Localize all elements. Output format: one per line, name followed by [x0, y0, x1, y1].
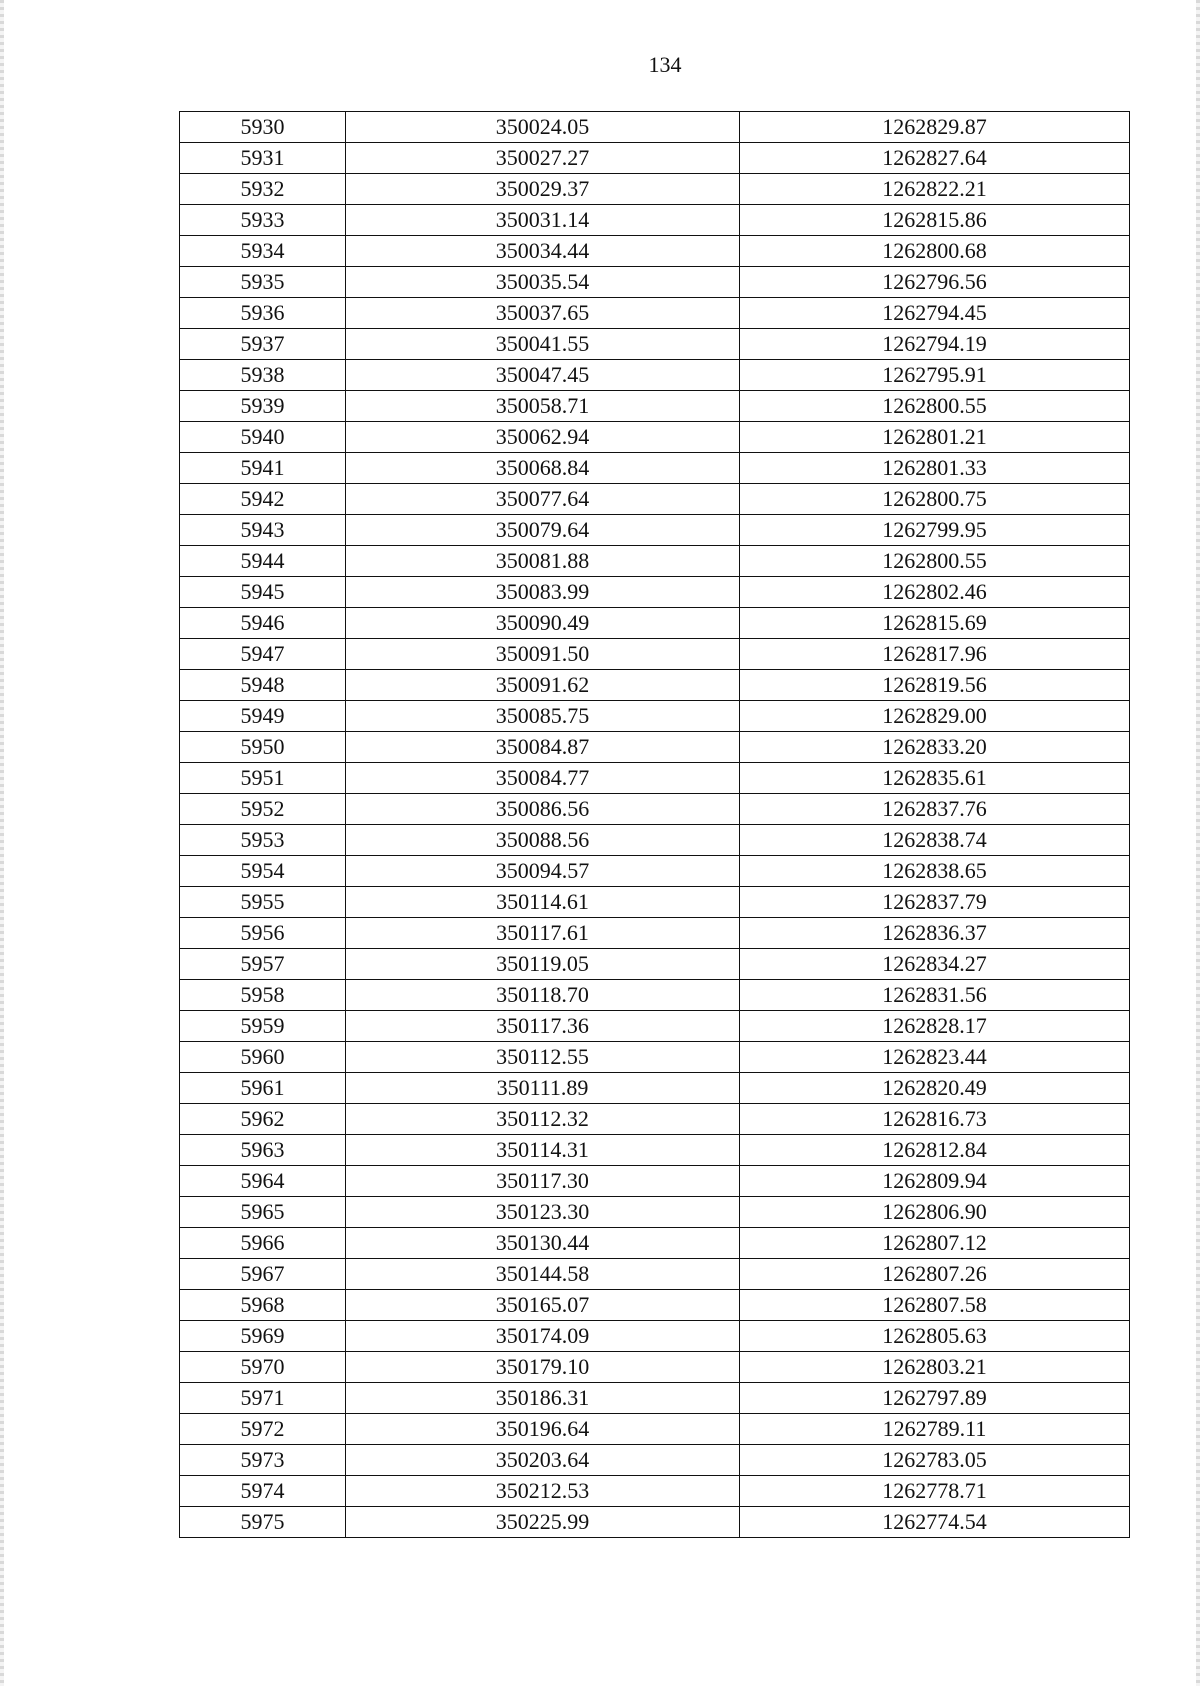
x-coordinate-cell: 350024.05: [346, 112, 740, 143]
table-row: [180, 1259, 1130, 1290]
x-coordinate-cell: 350031.14: [346, 205, 740, 236]
y-coordinate-cell: 1262817.96: [740, 639, 1130, 670]
point-number-cell: 5939: [180, 391, 346, 422]
y-coordinate-cell: 1262789.11: [740, 1414, 1130, 1445]
table-row: [180, 236, 1130, 267]
point-number-cell: 5934: [180, 236, 346, 267]
x-coordinate-cell: 350029.37: [346, 174, 740, 205]
y-coordinate-cell: 1262794.19: [740, 329, 1130, 360]
x-coordinate-cell: 350117.36: [346, 1011, 740, 1042]
table-row: [180, 329, 1130, 360]
point-number-cell: 5963: [180, 1135, 346, 1166]
x-coordinate-cell: 350112.55: [346, 1042, 740, 1073]
x-coordinate-cell: 350034.44: [346, 236, 740, 267]
point-number-cell: 5933: [180, 205, 346, 236]
y-coordinate-cell: 1262835.61: [740, 763, 1130, 794]
table-row: [180, 1290, 1130, 1321]
y-coordinate-cell: 1262797.89: [740, 1383, 1130, 1414]
x-coordinate-cell: 350174.09: [346, 1321, 740, 1352]
table-row: [180, 1352, 1130, 1383]
y-coordinate-cell: 1262815.69: [740, 608, 1130, 639]
y-coordinate-cell: 1262822.21: [740, 174, 1130, 205]
table-row: [180, 918, 1130, 949]
table-row: [180, 732, 1130, 763]
x-coordinate-cell: 350186.31: [346, 1383, 740, 1414]
y-coordinate-cell: 1262823.44: [740, 1042, 1130, 1073]
point-number-cell: 5932: [180, 174, 346, 205]
point-number-cell: 5972: [180, 1414, 346, 1445]
x-coordinate-cell: 350090.49: [346, 608, 740, 639]
table-row: [180, 205, 1130, 236]
x-coordinate-cell: 350144.58: [346, 1259, 740, 1290]
x-coordinate-cell: 350085.75: [346, 701, 740, 732]
x-coordinate-cell: 350091.62: [346, 670, 740, 701]
x-coordinate-cell: 350114.31: [346, 1135, 740, 1166]
x-coordinate-cell: 350081.88: [346, 546, 740, 577]
point-number-cell: 5967: [180, 1259, 346, 1290]
x-coordinate-cell: 350112.32: [346, 1104, 740, 1135]
page-number: 134: [648, 52, 682, 77]
point-number-cell: 5949: [180, 701, 346, 732]
point-number-cell: 5948: [180, 670, 346, 701]
x-coordinate-cell: 350077.64: [346, 484, 740, 515]
y-coordinate-cell: 1262807.26: [740, 1259, 1130, 1290]
table-row: [180, 1042, 1130, 1073]
table-row: [180, 1476, 1130, 1507]
y-coordinate-cell: 1262838.65: [740, 856, 1130, 887]
point-number-cell: 5941: [180, 453, 346, 484]
table-row: [180, 143, 1130, 174]
y-coordinate-cell: 1262828.17: [740, 1011, 1130, 1042]
x-coordinate-cell: 350196.64: [346, 1414, 740, 1445]
x-coordinate-cell: 350123.30: [346, 1197, 740, 1228]
x-coordinate-cell: 350068.84: [346, 453, 740, 484]
point-number-cell: 5959: [180, 1011, 346, 1042]
table-row: [180, 1104, 1130, 1135]
y-coordinate-cell: 1262805.63: [740, 1321, 1130, 1352]
y-coordinate-cell: 1262834.27: [740, 949, 1130, 980]
table-row: [180, 174, 1130, 205]
x-coordinate-cell: 350037.65: [346, 298, 740, 329]
y-coordinate-cell: 1262816.73: [740, 1104, 1130, 1135]
point-number-cell: 5938: [180, 360, 346, 391]
table-row: [180, 546, 1130, 577]
table-row: [180, 422, 1130, 453]
point-number-cell: 5935: [180, 267, 346, 298]
table-row: [180, 515, 1130, 546]
point-number-cell: 5947: [180, 639, 346, 670]
point-number-cell: 5930: [180, 112, 346, 143]
y-coordinate-cell: 1262802.46: [740, 577, 1130, 608]
x-coordinate-cell: 350084.77: [346, 763, 740, 794]
table-row: [180, 949, 1130, 980]
x-coordinate-cell: 350111.89: [346, 1073, 740, 1104]
point-number-cell: 5940: [180, 422, 346, 453]
point-number-cell: 5964: [180, 1166, 346, 1197]
table-row: [180, 670, 1130, 701]
point-number-cell: 5945: [180, 577, 346, 608]
table-row: [180, 1321, 1130, 1352]
table-row: [180, 1445, 1130, 1476]
table-row: [180, 763, 1130, 794]
table-row: [180, 267, 1130, 298]
table-row: [180, 639, 1130, 670]
y-coordinate-cell: 1262837.79: [740, 887, 1130, 918]
y-coordinate-cell: 1262795.91: [740, 360, 1130, 391]
point-number-cell: 5970: [180, 1352, 346, 1383]
x-coordinate-cell: 350179.10: [346, 1352, 740, 1383]
point-number-cell: 5974: [180, 1476, 346, 1507]
y-coordinate-cell: 1262800.55: [740, 391, 1130, 422]
table-row: [180, 360, 1130, 391]
point-number-cell: 5969: [180, 1321, 346, 1352]
point-number-cell: 5966: [180, 1228, 346, 1259]
table-row: [180, 887, 1130, 918]
point-number-cell: 5950: [180, 732, 346, 763]
point-number-cell: 5957: [180, 949, 346, 980]
x-coordinate-cell: 350117.30: [346, 1166, 740, 1197]
point-number-cell: 5953: [180, 825, 346, 856]
scan-edge-right: [1196, 0, 1200, 1686]
point-number-cell: 5946: [180, 608, 346, 639]
y-coordinate-cell: 1262829.00: [740, 701, 1130, 732]
coordinate-table: [179, 111, 1130, 1538]
point-number-cell: 5951: [180, 763, 346, 794]
point-number-cell: 5968: [180, 1290, 346, 1321]
table-row: [180, 298, 1130, 329]
point-number-cell: 5975: [180, 1507, 346, 1538]
y-coordinate-cell: 1262819.56: [740, 670, 1130, 701]
table-row: [180, 1197, 1130, 1228]
y-coordinate-cell: 1262800.55: [740, 546, 1130, 577]
x-coordinate-cell: 350086.56: [346, 794, 740, 825]
table-row: [180, 980, 1130, 1011]
point-number-cell: 5973: [180, 1445, 346, 1476]
table-row: [180, 391, 1130, 422]
y-coordinate-cell: 1262774.54: [740, 1507, 1130, 1538]
y-coordinate-cell: 1262837.76: [740, 794, 1130, 825]
y-coordinate-cell: 1262801.21: [740, 422, 1130, 453]
x-coordinate-cell: 350130.44: [346, 1228, 740, 1259]
x-coordinate-cell: 350119.05: [346, 949, 740, 980]
x-coordinate-cell: 350058.71: [346, 391, 740, 422]
table-row: [180, 608, 1130, 639]
x-coordinate-cell: 350083.99: [346, 577, 740, 608]
y-coordinate-cell: 1262838.74: [740, 825, 1130, 856]
point-number-cell: 5958: [180, 980, 346, 1011]
x-coordinate-cell: 350047.45: [346, 360, 740, 391]
y-coordinate-cell: 1262807.12: [740, 1228, 1130, 1259]
point-number-cell: 5936: [180, 298, 346, 329]
point-number-cell: 5937: [180, 329, 346, 360]
point-number-cell: 5952: [180, 794, 346, 825]
y-coordinate-cell: 1262809.94: [740, 1166, 1130, 1197]
scan-edge-left: [0, 0, 4, 1686]
x-coordinate-cell: 350165.07: [346, 1290, 740, 1321]
x-coordinate-cell: 350091.50: [346, 639, 740, 670]
y-coordinate-cell: 1262794.45: [740, 298, 1130, 329]
table-row: [180, 856, 1130, 887]
x-coordinate-cell: 350088.56: [346, 825, 740, 856]
point-number-cell: 5965: [180, 1197, 346, 1228]
point-number-cell: 5944: [180, 546, 346, 577]
point-number-cell: 5956: [180, 918, 346, 949]
x-coordinate-cell: 350062.94: [346, 422, 740, 453]
table-row: [180, 1383, 1130, 1414]
table-row: [180, 112, 1130, 143]
point-number-cell: 5960: [180, 1042, 346, 1073]
table-row: [180, 1011, 1130, 1042]
y-coordinate-cell: 1262827.64: [740, 143, 1130, 174]
table-row: [180, 794, 1130, 825]
y-coordinate-cell: 1262820.49: [740, 1073, 1130, 1104]
y-coordinate-cell: 1262799.95: [740, 515, 1130, 546]
x-coordinate-cell: 350027.27: [346, 143, 740, 174]
table-row: [180, 1135, 1130, 1166]
x-coordinate-cell: 350094.57: [346, 856, 740, 887]
x-coordinate-cell: 350035.54: [346, 267, 740, 298]
y-coordinate-cell: 1262801.33: [740, 453, 1130, 484]
table-row: [180, 1166, 1130, 1197]
table-row: [180, 1507, 1130, 1538]
y-coordinate-cell: 1262812.84: [740, 1135, 1130, 1166]
point-number-cell: 5955: [180, 887, 346, 918]
point-number-cell: 5971: [180, 1383, 346, 1414]
table-row: [180, 484, 1130, 515]
table-row: [180, 453, 1130, 484]
point-number-cell: 5962: [180, 1104, 346, 1135]
y-coordinate-cell: 1262829.87: [740, 112, 1130, 143]
y-coordinate-cell: 1262796.56: [740, 267, 1130, 298]
x-coordinate-cell: 350084.87: [346, 732, 740, 763]
y-coordinate-cell: 1262831.56: [740, 980, 1130, 1011]
point-number-cell: 5961: [180, 1073, 346, 1104]
y-coordinate-cell: 1262800.75: [740, 484, 1130, 515]
y-coordinate-cell: 1262783.05: [740, 1445, 1130, 1476]
x-coordinate-cell: 350118.70: [346, 980, 740, 1011]
x-coordinate-cell: 350212.53: [346, 1476, 740, 1507]
y-coordinate-cell: 1262807.58: [740, 1290, 1130, 1321]
x-coordinate-cell: 350041.55: [346, 329, 740, 360]
y-coordinate-cell: 1262836.37: [740, 918, 1130, 949]
table-row: [180, 1414, 1130, 1445]
table-row: [180, 701, 1130, 732]
table-body: [180, 112, 1130, 1538]
table-row: [180, 1073, 1130, 1104]
y-coordinate-cell: 1262800.68: [740, 236, 1130, 267]
point-number-cell: 5943: [180, 515, 346, 546]
table-row: [180, 1228, 1130, 1259]
table-row: [180, 577, 1130, 608]
x-coordinate-cell: 350114.61: [346, 887, 740, 918]
y-coordinate-cell: 1262778.71: [740, 1476, 1130, 1507]
x-coordinate-cell: 350079.64: [346, 515, 740, 546]
x-coordinate-cell: 350225.99: [346, 1507, 740, 1538]
y-coordinate-cell: 1262833.20: [740, 732, 1130, 763]
x-coordinate-cell: 350203.64: [346, 1445, 740, 1476]
table-row: [180, 825, 1130, 856]
y-coordinate-cell: 1262806.90: [740, 1197, 1130, 1228]
point-number-cell: 5942: [180, 484, 346, 515]
point-number-cell: 5931: [180, 143, 346, 174]
point-number-cell: 5954: [180, 856, 346, 887]
x-coordinate-cell: 350117.61: [346, 918, 740, 949]
y-coordinate-cell: 1262803.21: [740, 1352, 1130, 1383]
y-coordinate-cell: 1262815.86: [740, 205, 1130, 236]
